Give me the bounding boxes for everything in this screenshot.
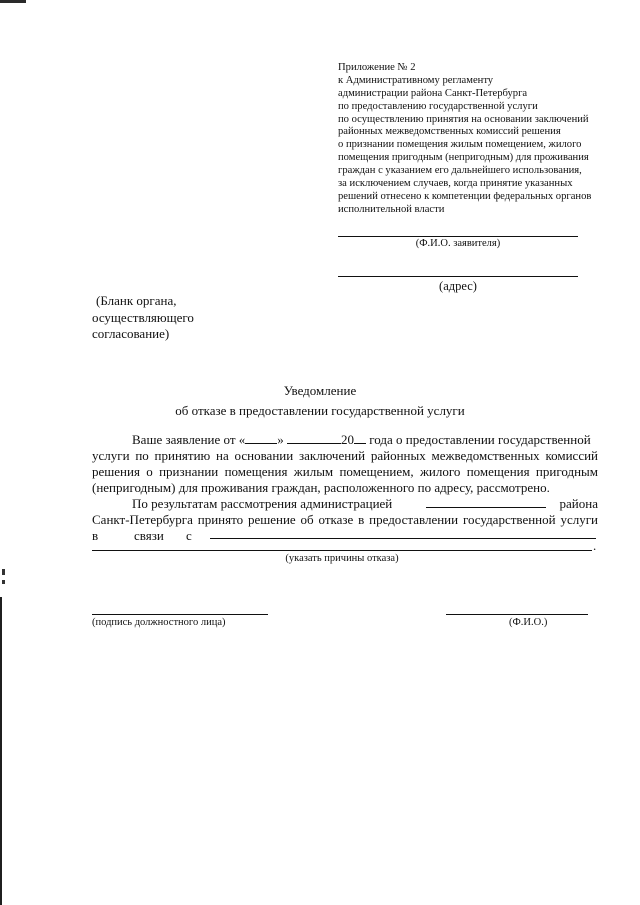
body-text: в	[92, 528, 99, 543]
body-text: Ваше заявление от «	[132, 432, 246, 447]
blank-line: осуществляющего	[92, 309, 194, 325]
notice-title: Уведомление	[283, 383, 357, 398]
applicant-fio-line	[338, 236, 578, 237]
appendix-line: к Административному регламенту	[338, 74, 494, 86]
body-text: 20	[341, 432, 355, 447]
appendix-line: по осуществлению принятия на основании заключений	[338, 113, 589, 125]
scan-dot	[2, 569, 5, 575]
body-text: »	[277, 432, 284, 447]
appendix-line: за исключением случаев, когда принятие указанных	[338, 178, 573, 190]
fio-signature-line	[446, 614, 588, 615]
appendix-line: районных межведомственных комиссий решения	[338, 126, 561, 138]
appendix-line: помещения пригодным (непригодным) для проживания	[338, 152, 589, 164]
appendix-block	[338, 62, 608, 217]
scan-dot	[2, 580, 5, 584]
fio-signature-caption: (Ф.И.О.)	[509, 617, 548, 628]
body-line-1	[92, 432, 598, 448]
reason-line-2	[92, 550, 592, 551]
body-line-4: (непригодным) для проживания граждан, расположенного по адресу, рассмотрено.	[92, 480, 550, 495]
appendix-line: решений отнесено к компетенции федеральных органов	[338, 190, 592, 202]
body-text: района	[559, 496, 598, 511]
body-line-3: решения о признании помещения жилым помещением, жилого помещения пригодным	[92, 464, 598, 479]
appendix-line: Приложение № 2	[338, 62, 416, 73]
appendix-line: исполнительной власти	[338, 203, 445, 215]
year-blank	[354, 432, 366, 444]
blank-line: (Бланк органа,	[96, 293, 177, 308]
scan-mark-top	[0, 0, 26, 3]
applicant-address-line	[338, 276, 578, 277]
applicant-fio-caption: (Ф.И.О. заявителя)	[415, 238, 501, 249]
body-text: связи	[134, 528, 164, 543]
official-signature-line	[92, 614, 268, 615]
reason-line-1	[210, 538, 596, 539]
appendix-line: о признании помещения жилым помещением, жилого	[338, 139, 582, 151]
blank-line: согласование)	[92, 326, 170, 341]
reason-caption: (указать причины отказа)	[285, 553, 399, 564]
official-signature-caption: (подпись должностного лица)	[92, 617, 226, 628]
scan-bar-left	[0, 597, 2, 905]
body-line-6: Санкт-Петербурга принято решение об отказе в предоставлении государственной услуги	[92, 512, 598, 527]
reason-period: .	[593, 538, 597, 553]
notice-subtitle: об отказе в предоставлении государственной услуги	[175, 403, 465, 418]
body-text: По результатам рассмотрения администрацией	[132, 496, 393, 511]
day-blank	[245, 432, 277, 444]
month-blank	[287, 432, 341, 444]
body-text: года о предоставлении государственной	[369, 432, 591, 447]
applicant-address-caption: (адрес)	[439, 279, 477, 293]
appendix-line: администрации района Санкт-Петербурга	[338, 87, 528, 99]
appendix-line: граждан с указанием его дальнейшего использования,	[338, 165, 582, 177]
body-line-2: услуги по принятию на основании заключений районных межведомственных комиссий	[92, 448, 598, 463]
district-blank	[426, 496, 546, 508]
body-text: с	[186, 528, 192, 543]
appendix-line: по предоставлению государственной услуги	[338, 100, 538, 112]
blank-organ-note	[92, 293, 194, 343]
